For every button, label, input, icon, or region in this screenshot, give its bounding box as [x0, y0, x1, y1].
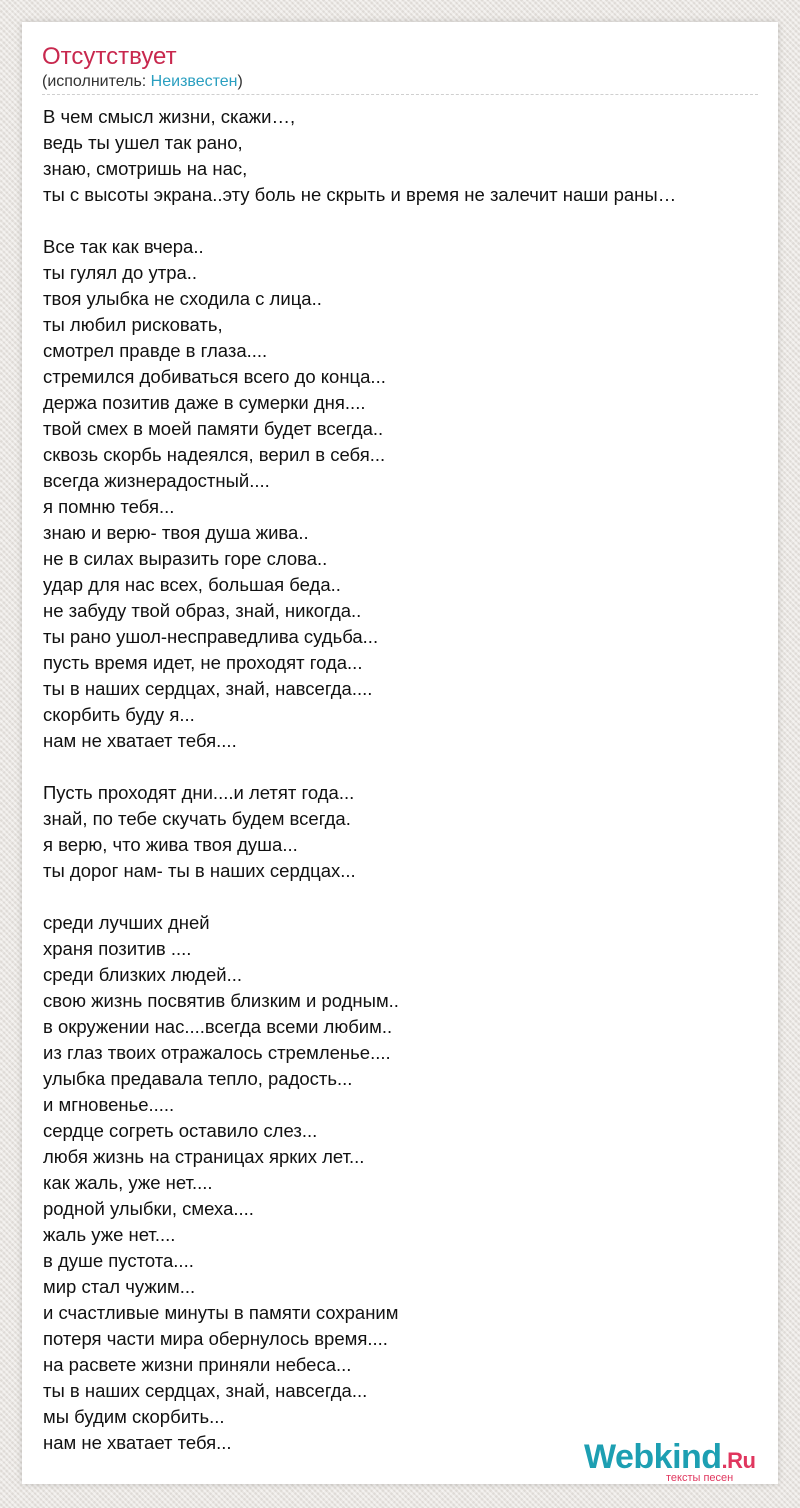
lyric-line: из глаз твоих отражалось стремленье....	[43, 1042, 391, 1063]
lyric-line: не в силах выразить горе слова..	[43, 548, 328, 569]
lyric-line: Все так как вчера..	[43, 236, 204, 257]
logo-name: Webkind	[584, 1438, 722, 1476]
stanza-gap	[43, 754, 763, 780]
lyric-line: ты гулял до утра..	[43, 262, 198, 283]
stanza-gap	[43, 884, 763, 910]
song-title: Отсутствует	[42, 43, 177, 70]
lyric-line: сквозь скорбь надеялся, верил в себя...	[43, 444, 386, 465]
lyric-line: как жаль, уже нет....	[43, 1172, 213, 1193]
lyric-line: знаю, смотришь на нас,	[43, 158, 248, 179]
lyric-line: ты дорог нам- ты в наших сердцах...	[43, 860, 356, 881]
lyric-line: ты в наших сердцах, знай, навсегда...	[43, 1380, 368, 1401]
lyric-line: знаю и верю- твоя душа жива..	[43, 522, 309, 543]
lyric-line: мир стал чужим...	[43, 1276, 196, 1297]
lyric-line: в окружении нас....всегда всеми любим..	[43, 1016, 393, 1037]
logo-domain: .Ru	[721, 1448, 756, 1473]
lyric-line: любя жизнь на страницах ярких лет...	[43, 1146, 365, 1167]
lyric-line: ты рано ушол-несправедлива судьба...	[43, 626, 379, 647]
lyric-line: твой смех в моей памяти будет всегда..	[43, 418, 384, 439]
lyric-line: держа позитив даже в сумерки дня....	[43, 392, 366, 413]
webkind-logo[interactable]	[584, 1440, 774, 1482]
lyric-line: знай, по тебе скучать будем всегда.	[43, 808, 351, 829]
artist-suffix: )	[237, 73, 243, 90]
lyric-line: нам не хватает тебя...	[43, 1432, 232, 1453]
logo-tagline: тексты песен	[666, 1472, 734, 1484]
artist-link[interactable]: Неизвестен	[150, 73, 238, 90]
lyric-line: не забуду твой образ, знай, никогда..	[43, 600, 362, 621]
lyric-line: и счастливые минуты в памяти сохраним	[43, 1302, 399, 1323]
lyric-line: В чем смысл жизни, скажи…,	[43, 106, 296, 127]
lyric-line: улыбка предавала тепло, радость...	[43, 1068, 353, 1089]
lyric-line: удар для нас всех, большая беда..	[43, 574, 341, 595]
lyric-line: я верю, что жива твоя душа...	[43, 834, 298, 855]
lyrics-text	[43, 104, 763, 1456]
lyric-line: в душе пустота....	[43, 1250, 194, 1271]
lyric-line: ты любил рисковать,	[43, 314, 223, 335]
lyric-line: среди близких людей...	[43, 964, 242, 985]
lyric-line: всегда жизнерадостный....	[43, 470, 270, 491]
lyric-line: я помню тебя...	[43, 496, 175, 517]
lyric-line: нам не хватает тебя....	[43, 730, 237, 751]
lyrics-card	[22, 22, 778, 1484]
lyric-line: ты в наших сердцах, знай, навсегда....	[43, 678, 373, 699]
lyric-line: твоя улыбка не сходила с лица..	[43, 288, 322, 309]
lyric-line: сердце согреть оставило слез...	[43, 1120, 318, 1141]
lyric-line: скорбить буду я...	[43, 704, 195, 725]
lyric-line: ты с высоты экрана..эту боль не скрыть и время не залечит наши раны…	[43, 184, 677, 205]
title-divider	[42, 94, 758, 95]
lyric-line: жаль уже нет....	[43, 1224, 176, 1245]
lyric-line: свою жизнь посвятив близким и родным..	[43, 990, 399, 1011]
lyric-line: и мгновенье.....	[43, 1094, 175, 1115]
lyric-line: смотрел правде в глаза....	[43, 340, 268, 361]
lyric-line: храня позитив ....	[43, 938, 192, 959]
lyric-line: среди лучших дней	[43, 912, 210, 933]
lyric-line: мы будим скорбить...	[43, 1406, 225, 1427]
lyric-line: родной улыбки, смеха....	[43, 1198, 254, 1219]
lyric-line: пусть время идет, не проходят года...	[43, 652, 363, 673]
lyric-line: стремился добиваться всего до конца...	[43, 366, 386, 387]
artist-line	[42, 72, 243, 92]
lyric-line: Пусть проходят дни....и летят года...	[43, 782, 355, 803]
artist-prefix: (исполнитель:	[42, 73, 151, 90]
lyric-line: ведь ты ушел так рано,	[43, 132, 243, 153]
lyric-line: потеря части мира обернулось время....	[43, 1328, 388, 1349]
stanza-gap	[43, 208, 763, 234]
lyric-line: на расвете жизни приняли небеса...	[43, 1354, 352, 1375]
